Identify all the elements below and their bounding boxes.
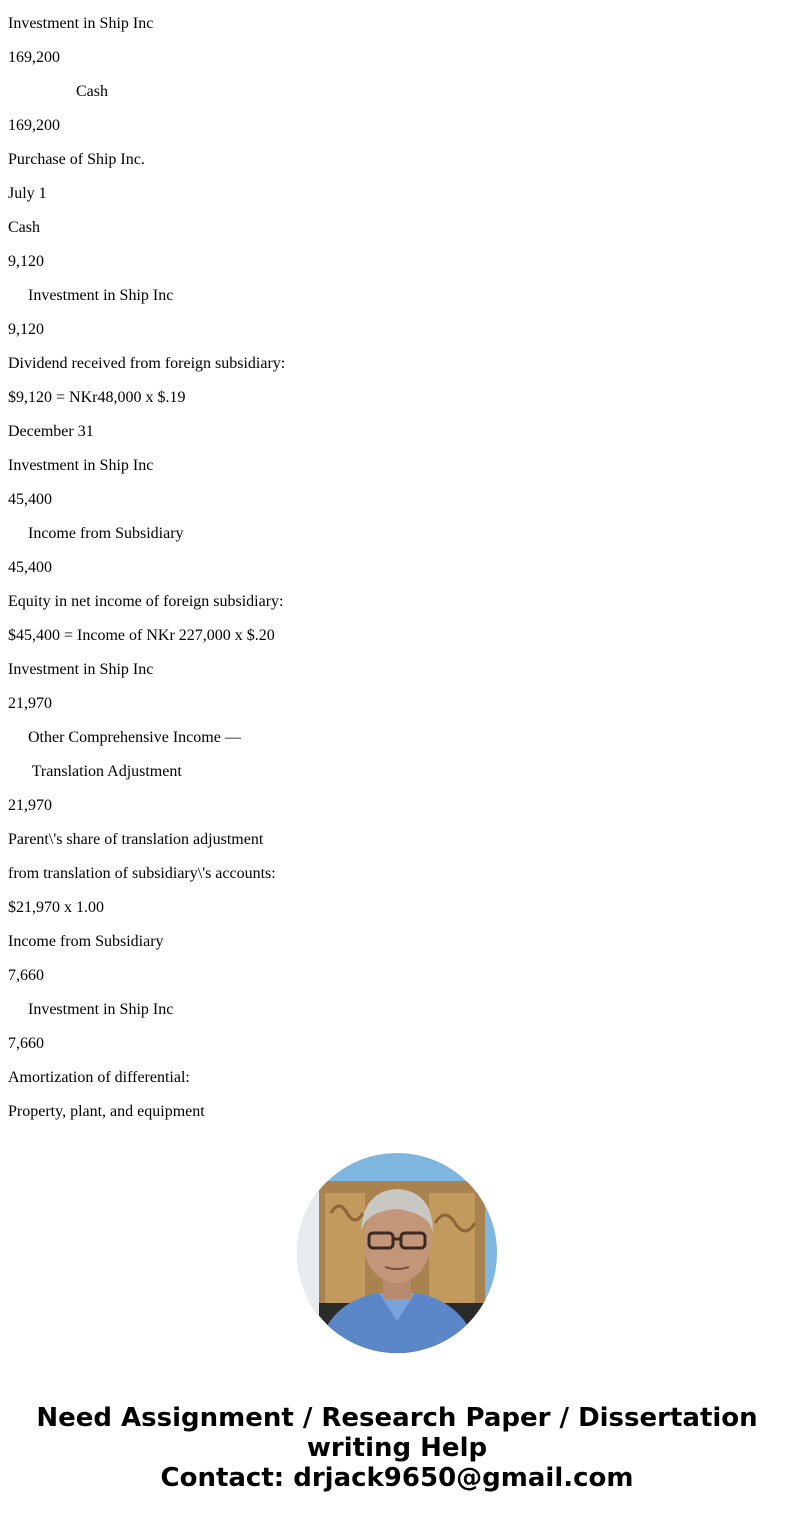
- journal-line: 7,660: [8, 967, 44, 984]
- journal-line: from translation of subsidiary\'s accounts:: [8, 865, 276, 882]
- journal-line: $45,400 = Income of NKr 227,000 x $.20: [8, 627, 275, 644]
- journal-line: Income from Subsidiary: [8, 933, 164, 950]
- journal-line: 45,400: [8, 491, 52, 508]
- author-avatar: [297, 1153, 497, 1353]
- journal-line: Investment in Ship Inc: [8, 15, 154, 32]
- promo-line-2: writing Help: [306, 1433, 488, 1463]
- journal-line: July 1: [8, 185, 47, 202]
- journal-line: 21,970: [8, 695, 52, 712]
- journal-line: Investment in Ship Inc: [8, 1001, 174, 1018]
- journal-line: 9,120: [8, 321, 44, 338]
- journal-line: Dividend received from foreign subsidiary:: [8, 355, 286, 372]
- journal-line: 7,660: [8, 1035, 44, 1052]
- journal-line: December 31: [8, 423, 94, 440]
- journal-line: 169,200: [8, 117, 60, 134]
- journal-line: 169,200: [8, 49, 60, 66]
- journal-line: Equity in net income of foreign subsidiary:: [8, 593, 284, 610]
- journal-line: 21,970: [8, 797, 52, 814]
- journal-line: Cash: [8, 83, 108, 100]
- journal-line: 45,400: [8, 559, 52, 576]
- contact-email: Contact: drjack9650@gmail.com: [160, 1463, 634, 1493]
- journal-line: $9,120 = NKr48,000 x $.19: [8, 389, 186, 406]
- journal-line: Purchase of Ship Inc.: [8, 151, 145, 168]
- journal-line: Other Comprehensive Income —: [8, 729, 241, 746]
- journal-entries: [8, 14, 788, 1136]
- contact-banner: [0, 1403, 794, 1493]
- journal-line: Amortization of differential:: [8, 1069, 190, 1086]
- journal-line: Investment in Ship Inc: [8, 457, 154, 474]
- promo-line-1: Need Assignment / Research Paper / Dissertation: [36, 1403, 758, 1433]
- journal-line: Investment in Ship Inc: [8, 287, 174, 304]
- journal-line: 9,120: [8, 253, 44, 270]
- journal-line: Investment in Ship Inc: [8, 661, 154, 678]
- journal-line: Translation Adjustment: [8, 763, 182, 780]
- journal-line: Income from Subsidiary: [8, 525, 184, 542]
- journal-line: $21,970 x 1.00: [8, 899, 104, 916]
- author-portrait-image: [297, 1153, 497, 1353]
- journal-line: Cash: [8, 219, 40, 236]
- journal-line: Property, plant, and equipment: [8, 1103, 205, 1120]
- journal-line: Parent\'s share of translation adjustment: [8, 831, 264, 848]
